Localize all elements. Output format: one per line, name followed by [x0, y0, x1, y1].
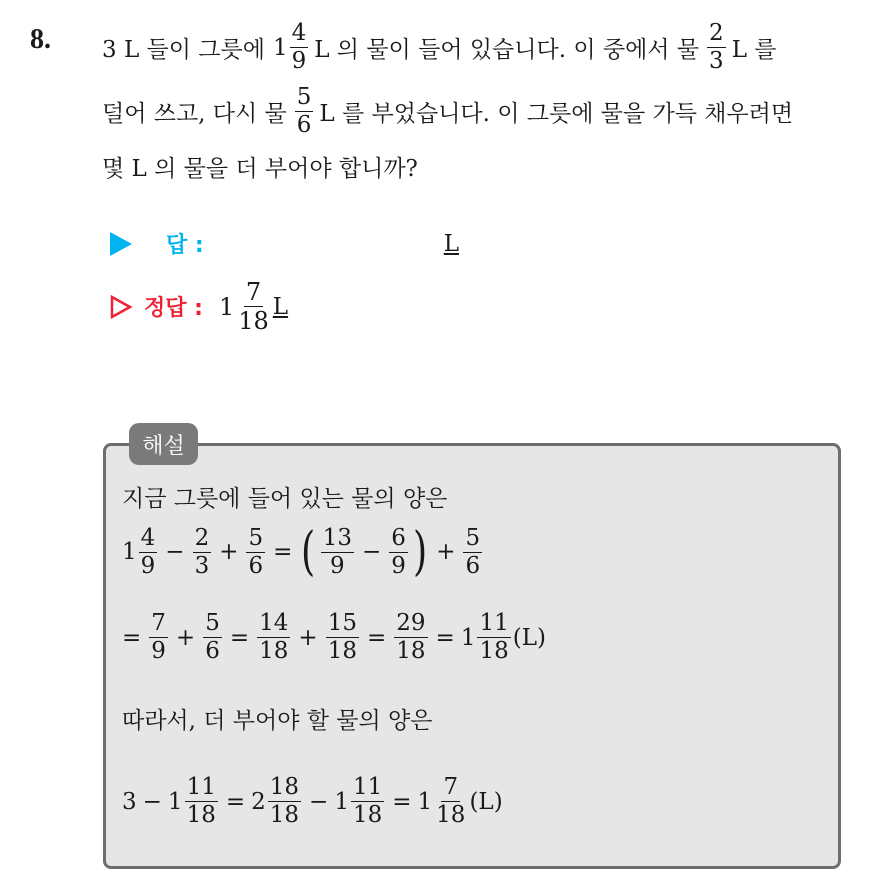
fraction: $\frac{15}{18}$	[327, 610, 357, 664]
question-text: 덜어 쓰고, 다시 물	[102, 101, 287, 127]
solution-equation-2: = $\frac{7}{9}$ + $\frac{5}{6}$ = $\frac{14}{18}$ + $\frac{15}{18}$ = $\frac{29}{18}$ = 1 $\frac{11}{18}$ (L)	[122, 610, 546, 664]
fraction: $\frac{29}{18}$	[396, 610, 426, 664]
unit-text: (L)	[469, 788, 503, 815]
solution-line-1: 지금 그릇에 들어 있는 물의 양은	[122, 486, 448, 512]
fraction: $\frac{7}{9}$	[151, 610, 166, 664]
answer-row	[110, 228, 459, 259]
question-text: L 를 부었습니다. 이 그릇에 물을 가득 채우려면	[319, 101, 794, 127]
question-text: L 의 물이 들어 있습니다. 이 중에서 물	[314, 37, 700, 63]
question-number: 8.	[30, 24, 51, 55]
fraction: $\frac{7}{18}$	[238, 278, 269, 335]
play-icon	[110, 232, 132, 256]
question-line-2	[102, 86, 793, 137]
fraction: $\frac{4}{9}$	[291, 20, 307, 74]
fraction: $\frac{2}{3}$	[194, 524, 210, 579]
fraction: $\frac{4}{9}$	[140, 524, 156, 579]
mixed-fraction: 1 $\frac{4}{9}$	[272, 20, 307, 74]
fraction: $\frac{13}{9}$	[322, 524, 352, 579]
unit-text: (L)	[512, 624, 546, 651]
question-text: 3 L 들이 그릇에	[102, 37, 265, 63]
solution-line-4: 따라서, 더 부어야 할 물의 양은	[122, 708, 433, 734]
question-line-1	[102, 22, 777, 73]
correct-answer-unit: L	[272, 293, 289, 320]
fraction: $\frac{5}{6}$	[296, 84, 312, 138]
answer-label: 답 :	[166, 233, 204, 258]
fraction: $\frac{11}{18}$	[352, 774, 383, 828]
fraction: $\frac{18}{18}$	[269, 774, 300, 828]
question-line-3	[102, 150, 418, 183]
fraction: $\frac{14}{18}$	[259, 610, 289, 664]
fraction: $\frac{11}{18}$	[186, 774, 216, 828]
correct-answer-label: 정답 :	[144, 296, 203, 321]
play-outline-icon	[110, 295, 132, 319]
fraction: $\frac{5}{6}$	[205, 610, 220, 664]
question-text: 몇 L 의 물을 더 부어야 합니까?	[102, 156, 418, 182]
fraction: $\frac{7}{18}$	[436, 774, 466, 828]
fraction: $\frac{5}{6}$	[248, 524, 264, 579]
solution-equation-3: 3 − 1 $\frac{11}{18}$ = 2 $\frac{18}{18}$ − 1 $\frac{11}{18}$ = 1 $\frac{7}{18}$ (L)	[122, 774, 503, 828]
correct-answer-row	[110, 280, 288, 333]
left-paren: (	[301, 522, 316, 582]
right-paren: )	[412, 522, 428, 582]
fraction: $\frac{6}{9}$	[391, 524, 406, 579]
fraction: $\frac{2}{3}$	[709, 20, 724, 74]
correct-answer-value: 1 $\frac{7}{18}$	[218, 278, 269, 335]
fraction: $\frac{11}{18}$	[479, 610, 509, 664]
solution-equation-1: 1 $\frac{4}{9}$ − $\frac{2}{3}$ + $\frac{5}{6}$ = ( $\frac{13}{9}$ − $\frac{6}{9}$ ) + $\frac{5}{6}$	[122, 522, 481, 582]
answer-unit: L	[443, 230, 459, 257]
fraction: $\frac{5}{6}$	[465, 524, 481, 579]
question-text: L 를	[731, 37, 777, 63]
solution-tab: 해설	[129, 423, 198, 465]
